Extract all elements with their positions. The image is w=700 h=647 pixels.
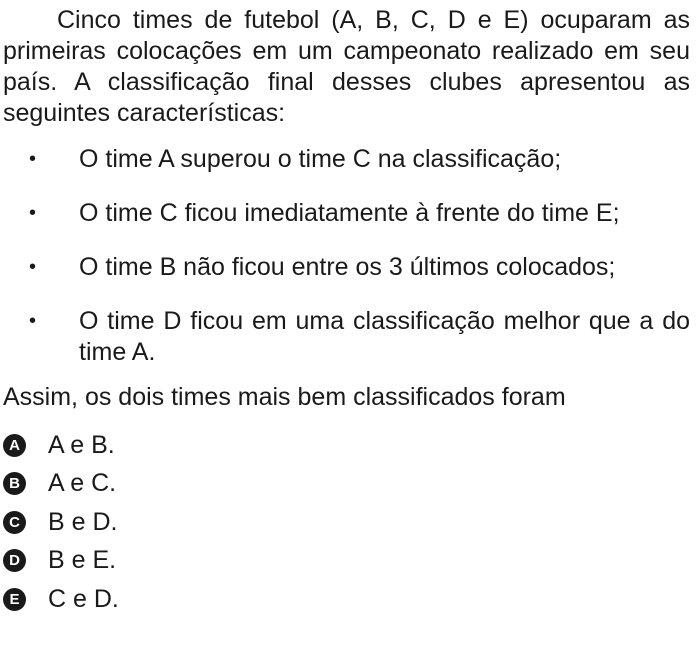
option-letter-badge: B (3, 472, 26, 495)
option-letter-badge: E (3, 588, 26, 611)
answer-options (3, 426, 690, 619)
condition-text: O time D ficou em uma classificação melhor que a do time A. (79, 307, 690, 366)
conditions-list (3, 144, 690, 368)
bullet-icon: • (29, 202, 37, 224)
condition-text: O time C ficou imediatamente à frente do time E; (79, 199, 620, 227)
option-text: A e B. (48, 430, 115, 459)
condition-item (3, 198, 690, 229)
option-text: B e E. (48, 546, 117, 575)
question-stem: Assim, os dois times mais bem classificados foram (3, 383, 566, 411)
condition-item (3, 252, 690, 283)
bullet-icon: • (29, 256, 37, 278)
bullet-icon: • (29, 310, 37, 332)
option-text: A e C. (48, 469, 117, 498)
option-text: B e D. (48, 507, 118, 536)
condition-item (3, 306, 690, 368)
answer-option-c[interactable] (3, 503, 690, 542)
answer-option-d[interactable] (3, 542, 690, 581)
option-letter-badge: A (3, 434, 26, 457)
condition-item (3, 144, 690, 175)
answer-option-e[interactable] (3, 580, 690, 619)
intro-paragraph: Cinco times de futebol (A, B, C, D e E) ocuparam as primeiras colocações em um campeonato realizado em seu país. A classificação final desses clubes apresentou as seguintes características: (3, 6, 690, 127)
option-text: C e D. (48, 584, 119, 613)
option-letter-badge: D (3, 549, 26, 572)
option-letter-badge: C (3, 511, 26, 534)
condition-text: O time A superou o time C na classificação; (79, 145, 562, 173)
answer-option-b[interactable] (3, 465, 690, 504)
condition-text: O time B não ficou entre os 3 últimos colocados; (79, 253, 616, 281)
bullet-icon: • (29, 148, 37, 170)
answer-option-a[interactable] (3, 426, 690, 465)
